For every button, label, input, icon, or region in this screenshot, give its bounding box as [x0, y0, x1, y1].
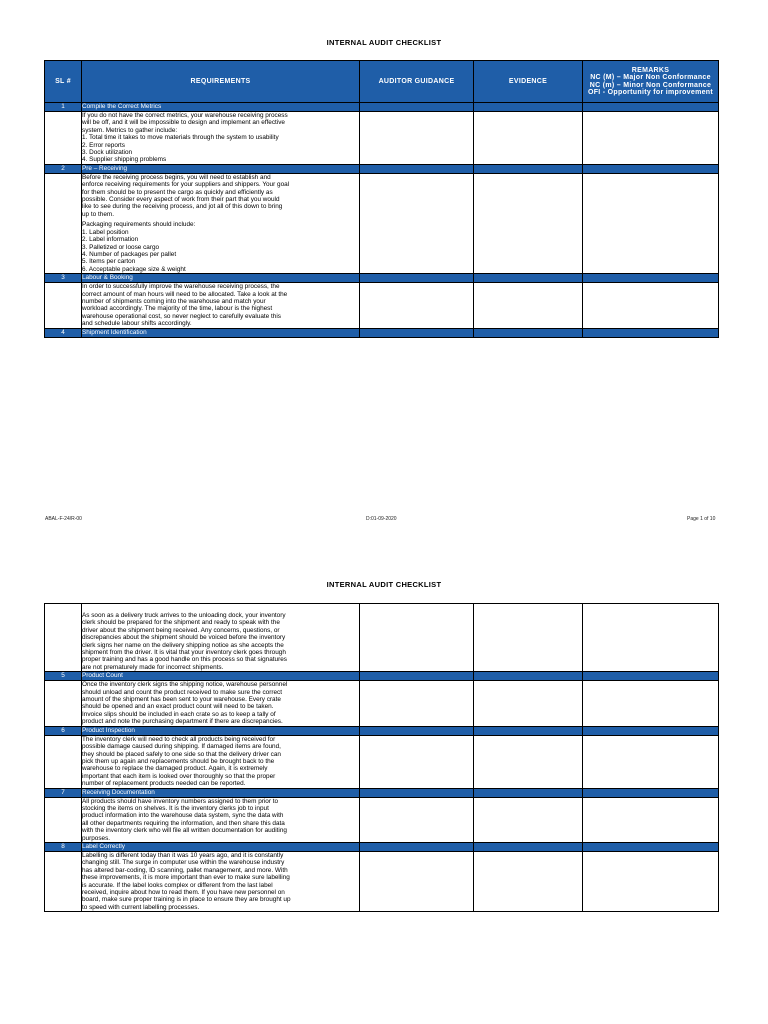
- remarks-legend-minor: NC (m) – Minor Non Conformance: [589, 81, 712, 89]
- remarks-cell-section: [583, 788, 719, 797]
- requirement-line: up to them.: [82, 210, 114, 218]
- auditor-guidance-header: AUDITOR GUIDANCE: [360, 61, 474, 103]
- remarks-cell-section: [583, 274, 719, 283]
- requirement-line: Invoice slips should be included in each crate so as to keep a tally of: [82, 710, 276, 718]
- remarks-cell[interactable]: [583, 735, 719, 788]
- section-title: Shipment Identification: [82, 328, 360, 337]
- section-header-row: [45, 328, 719, 337]
- requirement-line: should be opened and an exact product count will need to be taken.: [82, 703, 274, 711]
- requirement-line: workload accordingly. The majority of the time, labour is the highest: [82, 305, 273, 313]
- auditor-guidance-cell-section: [360, 328, 474, 337]
- page-title: INTERNAL AUDIT CHECKLIST: [326, 580, 442, 589]
- auditor-guidance-cell[interactable]: [360, 283, 474, 328]
- requirement-line: will be off, and it will be impossible to design and implement an effective: [82, 119, 285, 127]
- requirement-line: possible damage caused during shipping. If damaged items are found,: [82, 743, 281, 751]
- remarks-cell-section: [583, 672, 719, 681]
- section-title: Label Correctly: [82, 842, 360, 851]
- section-title: Receiving Documentation: [82, 788, 360, 797]
- requirement-line: received, inquire about how to read them. If you have new personnel on: [82, 889, 285, 896]
- evidence-cell[interactable]: [474, 681, 583, 726]
- requirement-line: 5. Items per carton: [82, 258, 136, 266]
- evidence-cell-section: [474, 726, 583, 735]
- requirement-line: product information into the warehouse data system, sync the data with: [82, 812, 284, 820]
- remarks-cell[interactable]: [583, 797, 719, 842]
- section-header-row: [45, 274, 719, 283]
- section-header-row: [45, 164, 719, 173]
- requirement-line: If you do not have the correct metrics, your warehouse receiving process: [82, 112, 288, 119]
- auditor-guidance-cell[interactable]: [360, 735, 474, 788]
- section-header-row: [45, 103, 719, 112]
- requirement-row: [45, 851, 719, 911]
- requirement-line: product and note the purchasing department if there are discrepancies.: [82, 718, 283, 726]
- requirement-line: system. Metrics to gather include:: [82, 126, 178, 134]
- section-header-row: [45, 726, 719, 735]
- section-number: 2: [45, 164, 82, 173]
- requirement-line: and schedule labour shifts accordingly.: [82, 320, 192, 328]
- requirement-line: 4. Number of packages per pallet: [82, 250, 177, 258]
- page-title: INTERNAL AUDIT CHECKLIST: [326, 38, 442, 47]
- requirement-line: important that each item is looked over thoroughly so that the proper: [82, 772, 276, 780]
- requirement-row: [45, 112, 719, 165]
- requirement-line: All products should have inventory numbers assigned to them prior to: [82, 797, 279, 805]
- section-header-row: [45, 842, 719, 851]
- remarks-cell[interactable]: [583, 112, 719, 165]
- requirement-line: has altered bar-coding, ID scanning, pallet management, and more. With: [82, 866, 288, 874]
- requirement-line: enforce receiving requirements for your suppliers and shippers. Your goal: [82, 181, 290, 189]
- remarks-cell-section: [583, 164, 719, 173]
- requirement-line: amount of the shipment has been sent to your warehouse. Every crate: [82, 696, 281, 704]
- sl-cell: [45, 604, 82, 672]
- section-number: 5: [45, 672, 82, 681]
- requirement-row: [45, 735, 719, 788]
- requirement-line: 3. Palletized or loose cargo: [82, 243, 160, 251]
- auditor-guidance-cell[interactable]: [360, 112, 474, 165]
- requirement-line: Once the inventory clerk signs the shipping notice, warehouse personnel: [82, 681, 288, 689]
- remarks-cell[interactable]: [583, 604, 719, 672]
- remarks-cell-section: [583, 842, 719, 851]
- requirement-line: In order to successfully improve the warehouse receiving process, the: [82, 283, 280, 291]
- evidence-cell-section: [474, 788, 583, 797]
- requirement-text: [82, 112, 360, 165]
- evidence-cell-section: [474, 164, 583, 173]
- footer-date: D:01-09-2020: [366, 516, 397, 522]
- requirement-line: correct amount of man hours will need to be allocated. Take a look at the: [82, 290, 288, 298]
- requirement-line: The inventory clerk will need to check all products being received for: [82, 735, 276, 743]
- requirement-line: board, make sure proper training is in place to ensure they are brought up: [82, 896, 291, 904]
- auditor-guidance-cell-section: [360, 164, 474, 173]
- requirement-line: all other departments requiring the information, and then share this data: [82, 819, 285, 827]
- requirement-text: As soon as a delivery truck arrives to the unloading dock, your inventory clerk should be prepared for the shipment and ready to speak with the driver about the shipment being received. Any concerns, questions, or discrepancies about the shipment should be voiced before the inventory clerk signs her name on the delivery shipping notice as she accepts the shipment from the driver. It is vital that your inventory clerk goes through proper training and has a good handle on this process so that signatures are not prematurely made for incorrect shipments.: [82, 604, 360, 672]
- requirements-header: REQUIREMENTS: [82, 61, 360, 103]
- evidence-cell-section: [474, 274, 583, 283]
- sl-cell: [45, 797, 82, 842]
- evidence-cell[interactable]: [474, 604, 583, 672]
- evidence-cell-section: [474, 328, 583, 337]
- remarks-legend-ofi: OFI - Opportunity for improvement: [587, 88, 713, 96]
- remarks-cell[interactable]: [583, 681, 719, 726]
- remarks-cell-section: [583, 328, 719, 337]
- remarks-header: [583, 61, 719, 103]
- auditor-guidance-cell[interactable]: [360, 173, 474, 273]
- evidence-cell[interactable]: [474, 112, 583, 165]
- section-title: Compile the Correct Metrics: [82, 103, 360, 112]
- table-header-row: [45, 61, 719, 103]
- remarks-cell[interactable]: [583, 283, 719, 328]
- remarks-title: REMARKS: [631, 66, 670, 74]
- requirement-line: these improvements, it is more important than ever to make sure labelling: [82, 874, 290, 882]
- requirement-text: [82, 797, 360, 842]
- auditor-guidance-cell-section: [360, 672, 474, 681]
- requirement-text: [82, 851, 360, 911]
- auditor-guidance-cell-section: [360, 788, 474, 797]
- auditor-guidance-cell-section: [360, 726, 474, 735]
- auditor-guidance-cell[interactable]: [360, 681, 474, 726]
- requirement-line: is accurate. If the label looks complex or different from the last label: [82, 881, 273, 889]
- remarks-legend-major: NC (M) – Major Non Conformance: [590, 74, 711, 82]
- sl-cell: [45, 283, 82, 328]
- requirement-line: 1. Label position: [82, 228, 129, 236]
- requirement-line: pick them up again and replacements should be brought back to the: [82, 757, 275, 765]
- requirement-text: [82, 735, 360, 788]
- evidence-header: EVIDENCE: [474, 61, 583, 103]
- footer-page-number: Page 1 of 10: [687, 516, 716, 522]
- requirement-line: with the inventory clerk who will file all written documentation for auditing: [82, 827, 287, 835]
- remarks-cell-section: [583, 103, 719, 112]
- section-number: 1: [45, 103, 82, 112]
- evidence-cell[interactable]: [474, 735, 583, 788]
- continuation-row: [45, 604, 719, 672]
- evidence-cell[interactable]: [474, 283, 583, 328]
- requirement-line: number of replacement products needed can be reported.: [82, 780, 246, 788]
- auditor-guidance-cell-section: [360, 103, 474, 112]
- requirement-line: number of shipments coming into the warehouse and match your: [82, 297, 266, 305]
- sl-cell: [45, 112, 82, 165]
- requirement-line: changing still. The surge in computer use within the warehouse industry: [82, 859, 285, 867]
- requirement-row: [45, 797, 719, 842]
- section-number: 6: [45, 726, 82, 735]
- section-number: 8: [45, 842, 82, 851]
- section-header-row: [45, 788, 719, 797]
- section-title: Product Inspection: [82, 726, 360, 735]
- requirement-line: 1. Total time it takes to move materials through the system to usability: [82, 134, 279, 142]
- requirement-line: warehouse to replace the damaged product. Again, it is extremely: [82, 765, 268, 773]
- audit-checklist-table: [44, 603, 719, 912]
- requirement-text: [82, 283, 360, 328]
- auditor-guidance-cell[interactable]: [360, 604, 474, 672]
- auditor-guidance-cell[interactable]: [360, 851, 474, 911]
- section-number: 3: [45, 274, 82, 283]
- section-title: Labour & Booking: [82, 274, 360, 283]
- requirement-row: [45, 681, 719, 726]
- remarks-cell-section: [583, 726, 719, 735]
- sl-cell: [45, 851, 82, 911]
- evidence-cell[interactable]: [474, 851, 583, 911]
- requirement-line: like to see during the receiving process, and jot all of this down to bring: [82, 203, 283, 211]
- audit-checklist-table: [44, 60, 719, 338]
- evidence-cell-section: [474, 103, 583, 112]
- section-number: 7: [45, 788, 82, 797]
- requirement-line: Packaging requirements should include:: [82, 221, 196, 229]
- requirement-line: warehouse operational cost, so never neglect to carefully evaluate this: [82, 312, 281, 320]
- remarks-cell[interactable]: [583, 851, 719, 911]
- requirement-row: [45, 173, 719, 273]
- evidence-cell[interactable]: [474, 797, 583, 842]
- requirement-line: should unload and count the product received to make sure the correct: [82, 688, 283, 696]
- section-number: 4: [45, 328, 82, 337]
- requirement-line: 3. Dock utilization: [82, 149, 133, 157]
- requirement-line: for them should be to present the cargo as quickly and efficiently as: [82, 188, 273, 196]
- evidence-cell-section: [474, 672, 583, 681]
- requirement-line: possible. Consider every aspect of work from their part that you would: [82, 196, 280, 204]
- requirement-line: 2. Error reports: [82, 141, 125, 149]
- sl-number-header: SL #: [45, 61, 82, 103]
- auditor-guidance-cell-section: [360, 842, 474, 851]
- requirement-line: stocking the items on shelves. It is the inventory clerks job to input: [82, 804, 269, 812]
- section-header-row: [45, 672, 719, 681]
- footer-doc-code: ABAL-F-24/R-00: [45, 516, 82, 522]
- requirement-line: 6. Acceptable package size & weight: [82, 265, 186, 273]
- section-title: Pre – Receiving: [82, 164, 360, 173]
- evidence-cell[interactable]: [474, 173, 583, 273]
- auditor-guidance-cell[interactable]: [360, 797, 474, 842]
- requirement-line: to speed with current labelling processes.: [82, 903, 200, 911]
- auditor-guidance-cell-section: [360, 274, 474, 283]
- requirement-line: purposes.: [82, 834, 111, 842]
- requirement-line: 2. Label information: [82, 236, 139, 244]
- requirement-line: 4. Supplier shipping problems: [82, 156, 167, 164]
- sl-cell: [45, 735, 82, 788]
- requirement-line: they should be placed safely to one side so that the delivery driver can: [82, 750, 281, 758]
- sl-cell: [45, 681, 82, 726]
- requirement-row: [45, 283, 719, 328]
- requirement-text: [82, 173, 360, 273]
- section-title: Product Count: [82, 672, 360, 681]
- remarks-cell[interactable]: [583, 173, 719, 273]
- requirement-line: Labelling is different today than it was 10 years ago, and it is constantly: [82, 851, 284, 859]
- evidence-cell-section: [474, 842, 583, 851]
- sl-cell: [45, 173, 82, 273]
- requirement-text: [82, 681, 360, 726]
- requirement-line: Before the receiving process begins, you will need to establish and: [82, 173, 271, 181]
